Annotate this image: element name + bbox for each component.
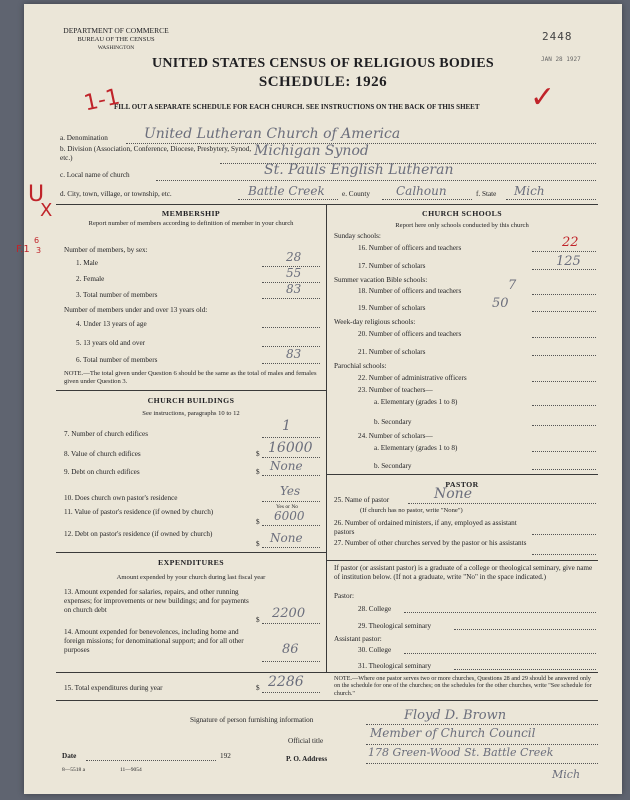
q22-label: 22. Number of administrative officers bbox=[358, 374, 467, 382]
division-label: b. Division (Association, Conference, Diocese, Presbytery, Synod, etc.) bbox=[60, 145, 252, 162]
pastor-heading: PASTOR bbox=[445, 480, 479, 489]
q13-dollar: $ bbox=[256, 616, 260, 624]
q19-label: 19. Number of scholars bbox=[358, 304, 426, 312]
q9-value: None bbox=[270, 459, 303, 473]
q13-value: 2200 bbox=[272, 606, 306, 621]
serial-number: 2448 bbox=[542, 30, 573, 43]
city-value: Battle Creek bbox=[248, 184, 325, 198]
q7-label: 7. Number of church edifices bbox=[64, 430, 149, 438]
denomination-value: United Lutheran Church of America bbox=[144, 126, 401, 142]
bureau-name: BUREAU OF THE CENSUS bbox=[77, 36, 155, 43]
census-form-page bbox=[16, 4, 622, 794]
parochial-schools-label: Parochial schools: bbox=[334, 362, 387, 370]
city-label: d. City, town, village, or township, etc. bbox=[60, 190, 172, 198]
po-address-value: 178 Green-Wood St. Battle Creek bbox=[368, 746, 554, 759]
q2-value: 55 bbox=[286, 266, 302, 280]
q18-label: 18. Number of officers and teachers bbox=[358, 287, 462, 295]
membership-note: NOTE.—The total given under Question 6 should be the same as the total of males and females given under Question 3. bbox=[64, 370, 317, 385]
q7-value: 1 bbox=[282, 418, 291, 434]
q15-label: 15. Total expenditures during year bbox=[64, 684, 163, 692]
form-code-1: 8—5518 a bbox=[62, 767, 86, 773]
instruction-line: FILL OUT A SEPARATE SCHEDULE FOR EACH CHURCH. SEE INSTRUCTIONS ON THE BACK OF THIS SHEET bbox=[114, 103, 480, 111]
department-block bbox=[56, 26, 176, 53]
q21-label: 21. Number of scholars bbox=[358, 348, 426, 356]
weekday-schools-label: Week-day religious schools: bbox=[334, 318, 416, 326]
received-date-stamp: JAN 28 1927 bbox=[541, 56, 581, 63]
expenditures-heading: EXPENDITURES bbox=[158, 558, 224, 567]
local-name-value: St. Pauls English Lutheran bbox=[264, 162, 454, 178]
po-address-label: P. O. Address bbox=[286, 755, 328, 763]
q11-value: 6000 bbox=[274, 509, 305, 523]
q8-dollar: $ bbox=[256, 450, 260, 458]
po-address-state: Mich bbox=[552, 768, 581, 781]
q24b-label: b. Secondary bbox=[374, 462, 412, 470]
q9-dollar: $ bbox=[256, 468, 260, 476]
red-side-note-c: 3 bbox=[36, 246, 42, 255]
q9-label: 9. Debt on church edifices bbox=[64, 468, 140, 476]
signature-value: Floyd D. Brown bbox=[404, 708, 507, 723]
q1-value: 28 bbox=[286, 250, 302, 264]
q31-label: 31. Theological seminary bbox=[358, 662, 432, 670]
county-value: Calhoun bbox=[396, 184, 447, 198]
official-title-value: Member of Church Council bbox=[370, 726, 536, 740]
q16-value: 22 bbox=[562, 235, 579, 250]
red-mark-top-left: 1-1 bbox=[81, 84, 123, 117]
state-value: Mich bbox=[514, 184, 545, 198]
members-by-sex-label: Number of members, by sex: bbox=[64, 246, 148, 254]
yes-no-caption: Yes or No bbox=[276, 504, 299, 510]
q15-value: 2286 bbox=[268, 674, 304, 690]
q4-label: 4. Under 13 years of age bbox=[76, 320, 147, 328]
q29-label: 29. Theological seminary bbox=[358, 622, 432, 630]
q14-label: 14. Amount expended for benevolences, including home and foreign missions; for denominational support; and for all other purposes bbox=[64, 628, 244, 654]
q6-value: 83 bbox=[286, 347, 302, 361]
q19-value: 50 bbox=[492, 296, 509, 311]
q10-label: 10. Does church own pastor's residence bbox=[64, 494, 178, 502]
form-code-2: 11—9054 bbox=[120, 767, 142, 773]
q15-dollar: $ bbox=[256, 684, 260, 692]
q17-label: 17. Number of scholars bbox=[358, 262, 426, 270]
q14-value: 86 bbox=[282, 642, 299, 657]
pastor-subsection-label: Pastor: bbox=[334, 592, 354, 600]
q23b-label: b. Secondary bbox=[374, 418, 412, 426]
q23a-label: a. Elementary (grades 1 to 8) bbox=[374, 398, 458, 406]
q6-label: 6. Total number of members bbox=[76, 356, 158, 364]
red-u-mark: U bbox=[28, 182, 45, 207]
q25-label: 25. Name of pastor bbox=[334, 496, 390, 504]
red-side-note-b: 6 bbox=[34, 236, 40, 245]
q20-label: 20. Number of officers and teachers bbox=[358, 330, 462, 338]
schools-heading: CHURCH SCHOOLS bbox=[422, 209, 502, 218]
local-name-label: c. Local name of church bbox=[60, 171, 130, 179]
q10-value: Yes bbox=[280, 484, 301, 498]
q12-dollar: $ bbox=[256, 540, 260, 548]
q28-label: 28. College bbox=[358, 605, 392, 613]
pastor-note: NOTE.—Where one pastor serves two or more churches, Questions 28 and 29 should be answered only on the schedule for one of the churches; on the schedules for the other churches, write "See schedule for church." bbox=[334, 675, 592, 697]
q12-label: 12. Debt on pastor's residence (if owned by church) bbox=[64, 530, 213, 538]
graduate-note: If pastor (or assistant pastor) is a graduate of a college or theological seminary, give name of institution below. (If not a graduate, write "No" in the space indicated.) bbox=[334, 564, 593, 581]
schedule-title: SCHEDULE: 1926 bbox=[258, 74, 388, 90]
sunday-schools-label: Sunday schools: bbox=[334, 232, 381, 240]
date-label: Date bbox=[62, 752, 77, 760]
q8-value: 16000 bbox=[268, 440, 313, 456]
q11-label: 11. Value of pastor's residence (if owned by church) bbox=[64, 508, 214, 516]
form-title: UNITED STATES CENSUS OF RELIGIOUS BODIES bbox=[151, 56, 494, 71]
q24a-label: a. Elementary (grades 1 to 8) bbox=[374, 444, 458, 452]
q23-label: 23. Number of teachers— bbox=[358, 386, 433, 394]
q24-label: 24. Number of scholars— bbox=[358, 432, 433, 440]
q11-dollar: $ bbox=[256, 518, 260, 526]
q8-label: 8. Value of church edifices bbox=[64, 450, 141, 458]
under-over-13-label: Number of members under and over 13 years old: bbox=[64, 306, 208, 314]
q16-label: 16. Number of officers and teachers bbox=[358, 244, 462, 252]
q1-label: 1. Male bbox=[76, 259, 98, 267]
q17-value: 125 bbox=[556, 254, 581, 269]
q13-label: 13. Amount expended for salaries, repairs, and other running expenses; for improvements or new buildings; and for payments on church debt bbox=[64, 588, 249, 614]
red-check-mark: ✓ bbox=[530, 80, 556, 115]
assistant-pastor-label: Assistant pastor: bbox=[334, 635, 382, 643]
expenditures-intro: Amount expended by your church during last fiscal year bbox=[116, 574, 266, 581]
q3-label: 3. Total number of members bbox=[76, 291, 158, 299]
q25-value: None bbox=[434, 486, 472, 502]
buildings-heading: CHURCH BUILDINGS bbox=[147, 396, 235, 405]
q30-label: 30. College bbox=[358, 646, 392, 654]
red-x-mark: X bbox=[40, 200, 53, 221]
signature-label: Signature of person furnishing information bbox=[190, 716, 314, 724]
q25-note: (If church has no pastor, write "None") bbox=[360, 507, 463, 514]
q3-value: 83 bbox=[286, 282, 302, 296]
summer-schools-label: Summer vacation Bible schools: bbox=[334, 276, 428, 284]
q2-label: 2. Female bbox=[76, 275, 105, 283]
county-label: e. County bbox=[342, 190, 370, 198]
red-side-note: F.1 bbox=[16, 244, 30, 255]
official-title-label: Official title bbox=[288, 737, 324, 745]
schools-intro: Report here only schools conducted by this church bbox=[395, 222, 529, 229]
date-year: 192 bbox=[220, 752, 231, 760]
q26-label: 26. Number of ordained ministers, if any, employed as assistant pastors bbox=[334, 519, 517, 536]
department-name: DEPARTMENT OF COMMERCE bbox=[63, 26, 169, 35]
membership-heading: MEMBERSHIP bbox=[161, 209, 221, 218]
q12-value: None bbox=[270, 531, 303, 545]
buildings-see-note: See instructions, paragraphs 10 to 12 bbox=[142, 410, 240, 417]
membership-intro: Report number of members according to definition of member in your church bbox=[88, 220, 294, 227]
q27-label: 27. Number of other churches served by the pastor or his assistants bbox=[334, 539, 527, 547]
division-value: Michigan Synod bbox=[254, 143, 369, 159]
state-label: f. State bbox=[476, 190, 497, 198]
q18-value: 7 bbox=[508, 278, 517, 293]
bureau-city: WASHINGTON bbox=[97, 45, 135, 51]
denomination-label: a. Denomination bbox=[60, 134, 108, 142]
q5-label: 5. 13 years old and over bbox=[76, 339, 146, 347]
